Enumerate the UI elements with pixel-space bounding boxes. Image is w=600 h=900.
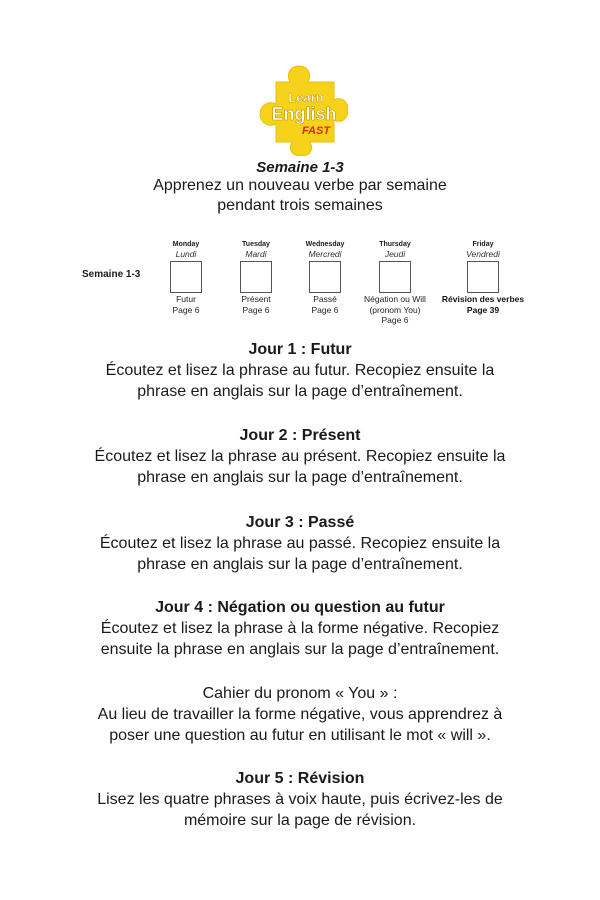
puzzle-piece-icon: [250, 64, 348, 156]
intro-line: Apprenez un nouveau verbe par semaine: [153, 177, 447, 194]
section-line: phrase en anglais sur la page d’entraînement.: [137, 556, 463, 573]
day-note-line: Page 6: [381, 315, 409, 325]
intro-line: pendant trois semaines: [217, 197, 383, 214]
section-line: phrase en anglais sur la page d’entraînement.: [137, 469, 463, 486]
week-title: Semaine 1-3: [256, 159, 344, 176]
section-body: [0, 618, 600, 660]
intro-text: [0, 176, 600, 216]
section-heading: Jour 5 : Révision: [235, 770, 365, 787]
day-name-english: Monday: [172, 241, 200, 248]
section-day-5: [0, 768, 600, 831]
section-heading: Jour 3 : Passé: [245, 514, 355, 531]
day-checkbox[interactable]: [467, 261, 499, 293]
section-day-4: [0, 597, 600, 660]
logo-word-english: English: [271, 104, 337, 124]
section-body: [0, 683, 600, 746]
day-checkbox[interactable]: [379, 261, 411, 293]
day-note-line: Présent: [241, 294, 271, 304]
day-name-french: Jeudi: [384, 249, 406, 259]
day-note-line: Passé: [313, 294, 337, 304]
logo-word-learn: Learn: [288, 90, 324, 105]
day-note-line: Futur: [176, 294, 196, 304]
day-checkbox[interactable]: [309, 261, 341, 293]
section-body: [0, 360, 600, 402]
day-note-line: Page 6: [311, 304, 339, 315]
section-line: Écoutez et lisez la phrase à la forme négative. Recopiez: [100, 620, 500, 637]
section-line: Au lieu de travailler la forme négative, vous apprendrez à: [97, 706, 503, 723]
section-line: mémoire sur la page de révision.: [183, 812, 417, 829]
day-note-line: Page 39: [466, 304, 500, 315]
section-day-3: [0, 512, 600, 575]
section-body: [0, 533, 600, 575]
section-heading: Jour 2 : Présent: [239, 427, 361, 444]
day-note-line: Négation ou Will: [364, 294, 426, 304]
section-body: [0, 789, 600, 831]
section-line: poser une question au futur en utilisant le mot « will ».: [109, 727, 491, 744]
day-name-french: Lundi: [175, 249, 197, 259]
day-name-french: Vendredi: [466, 249, 500, 259]
day-note-line: Page 6: [242, 304, 270, 315]
day-note-line: (pronom You): [369, 304, 421, 315]
day-note-line: Révision des verbes: [441, 294, 525, 304]
day-name-english: Wednesday: [305, 241, 345, 248]
section-line: Écoutez et lisez la phrase au futur. Recopiez ensuite la: [105, 362, 495, 379]
day-name-english: Thursday: [379, 241, 411, 248]
day-checkbox[interactable]: [170, 261, 202, 293]
section-body: [0, 446, 600, 488]
section-line: ensuite la phrase en anglais sur la page d’entraînement.: [100, 641, 500, 658]
section-you-pronoun-note: [0, 683, 600, 746]
day-checkbox[interactable]: [240, 261, 272, 293]
logo-word-fast: FAST: [301, 125, 331, 137]
day-name-english: Tuesday: [242, 241, 270, 248]
learn-english-fast-logo: [250, 64, 348, 156]
section-day-1: [0, 339, 600, 402]
day-name-english: Friday: [472, 241, 494, 248]
schedule-row-label: Semaine 1-3: [82, 269, 141, 280]
section-line: Lisez les quatre phrases à voix haute, puis écrivez-les de: [97, 791, 503, 808]
day-column-friday: [428, 240, 538, 315]
day-name-french: Mercredi: [308, 249, 342, 259]
section-heading: Jour 4 : Négation ou question au futur: [155, 599, 445, 616]
section-day-2: [0, 425, 600, 488]
section-line: Écoutez et lisez la phrase au passé. Recopiez ensuite la: [99, 535, 501, 552]
section-heading: Jour 1 : Futur: [248, 341, 352, 358]
section-line: phrase en anglais sur la page d’entraînement.: [137, 383, 463, 400]
section-line: Cahier du pronom « You » :: [202, 685, 398, 702]
day-name-french: Mardi: [245, 249, 267, 259]
section-line: Écoutez et lisez la phrase au présent. Recopiez ensuite la: [94, 448, 506, 465]
day-note: [428, 294, 538, 315]
day-note-line: Page 6: [172, 304, 200, 315]
